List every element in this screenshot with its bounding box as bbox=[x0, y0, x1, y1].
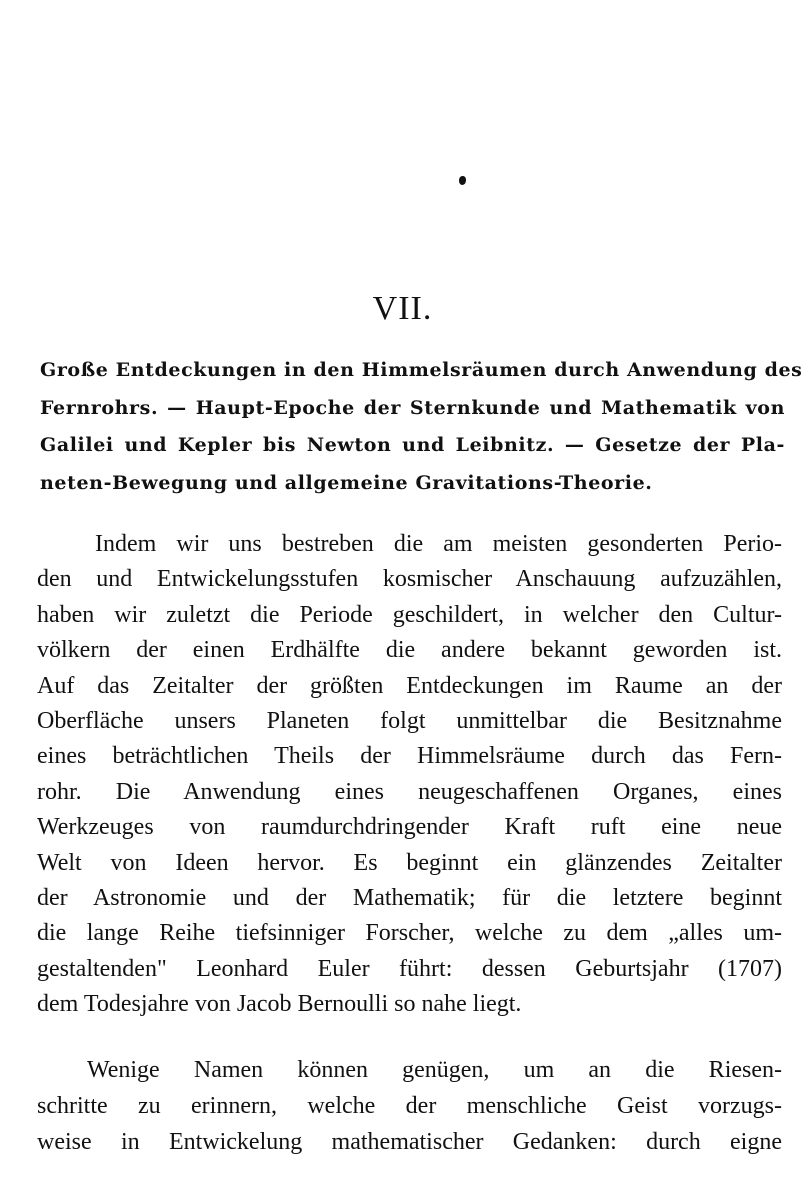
paragraph-2 bbox=[37, 1052, 782, 1160]
chapter-summary bbox=[40, 352, 803, 502]
summary-line: Galilei und Kepler bis Newton und Leibnitz. — Gesetze der Pla- bbox=[40, 434, 785, 456]
text-line: Werkzeuges von raumdurchdringender Kraft ruft eine neue bbox=[37, 814, 782, 841]
text-line: eines beträchtlichen Theils der Himmelsräume durch das Fern- bbox=[37, 743, 782, 770]
summary-line: Große Entdeckungen in den Himmelsräumen durch Anwendung des bbox=[40, 359, 803, 381]
paragraph-1 bbox=[37, 527, 782, 1023]
text-line: gestaltenden" Leonhard Euler führt: dessen Geburtsjahr (1707) bbox=[37, 955, 782, 982]
text-line: rohr. Die Anwendung eines neugeschaffenen Organes, eines bbox=[37, 778, 782, 805]
text-line: völkern der einen Erdhälfte die andere bekannt geworden ist. bbox=[37, 637, 782, 664]
text-line: dem Todesjahre von Jacob Bernoulli so nahe liegt. bbox=[37, 991, 522, 1018]
text-line: schritte zu erinnern, welche der menschliche Geist vorzugs- bbox=[37, 1093, 782, 1119]
text-line: Wenige Namen können genügen, um an die Riesen- bbox=[87, 1057, 782, 1083]
text-line: die lange Reihe tiefsinniger Forscher, welche zu dem „alles um- bbox=[37, 920, 782, 947]
text-line: Welt von Ideen hervor. Es beginnt ein glänzendes Zeitalter bbox=[37, 849, 782, 876]
text-line: den und Entwickelungsstufen kosmischer Anschauung aufzuzählen, bbox=[37, 566, 782, 593]
text-line: weise in Entwickelung mathematischer Gedanken: durch eigne bbox=[37, 1129, 782, 1155]
summary-line: Fernrohrs. — Haupt-Epoche der Sternkunde und Mathematik von bbox=[40, 396, 785, 419]
text-line: haben wir zuletzt die Periode geschildert, in welcher den Cultur- bbox=[37, 601, 782, 628]
chapter-number: VII. bbox=[372, 290, 433, 327]
summary-line: neten-Bewegung und allgemeine Gravitations-Theorie. bbox=[40, 471, 653, 494]
text-line: Oberfläche unsers Planeten folgt unmittelbar die Besitznahme bbox=[37, 708, 782, 735]
text-line: Auf das Zeitalter der größten Entdeckungen im Raume an der bbox=[37, 672, 782, 699]
text-line: Indem wir uns bestreben die am meisten gesonderten Perio- bbox=[95, 531, 782, 557]
ink-speck bbox=[459, 176, 466, 185]
text-line: der Astronomie und der Mathematik; für die letztere beginnt bbox=[37, 885, 782, 912]
